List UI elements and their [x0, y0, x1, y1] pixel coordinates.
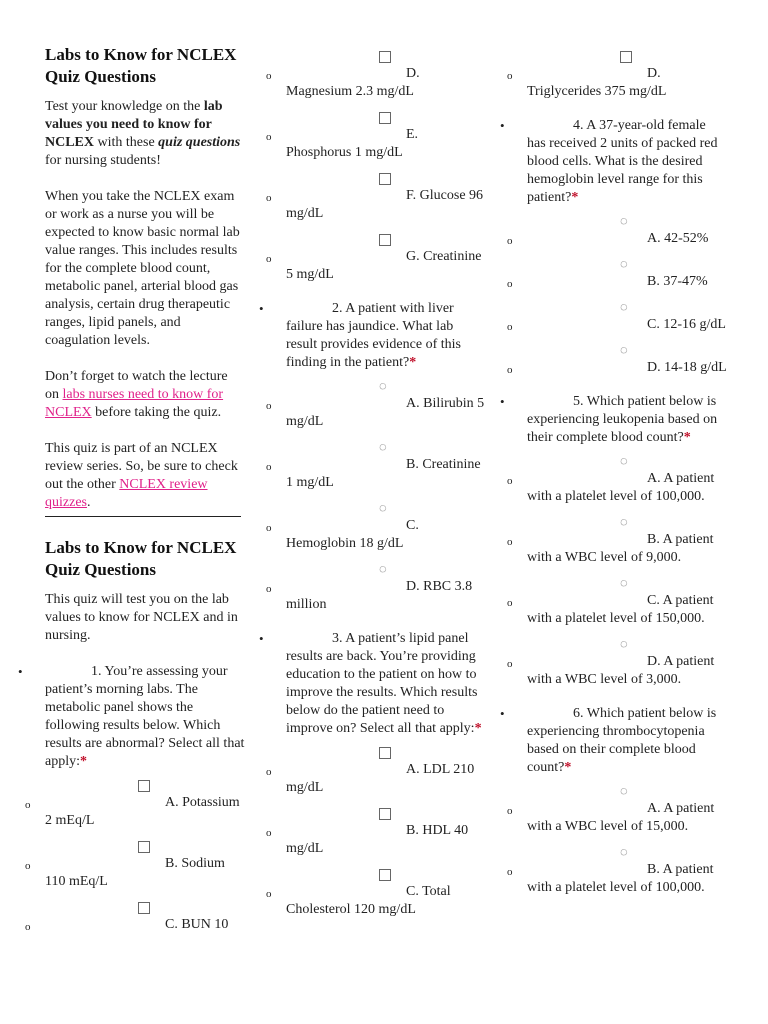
question-2: [259, 300, 486, 372]
option-label: D. Magnesium 2.3 mg/dL: [286, 66, 420, 99]
q6-option-a[interactable]: [507, 783, 727, 836]
radio-icon[interactable]: ◌: [620, 342, 628, 357]
option-label: A. Bilirubin 5 mg/dL: [286, 396, 485, 429]
checkbox-icon[interactable]: [620, 51, 632, 63]
option-label: D. RBC 3.8 million: [286, 579, 473, 612]
intro-paragraph-2: When you take the NCLEX exam or work as a nurse you will be expected to know basic normal lab value ranges. This includes results for the complete blood count, metabolic panel, arterial blood gas analysis, certain drug therapeutic ranges, lipid panels, and coagulation levels.: [45, 189, 240, 348]
option-label: A. A patient with a platelet level of 100,000.: [527, 471, 715, 504]
checkbox-icon[interactable]: [138, 902, 150, 914]
radio-icon[interactable]: ◌: [620, 514, 628, 529]
option-label: A. 42-52%: [647, 231, 709, 246]
sub-bullet-icon: o: [25, 799, 31, 811]
checkbox-icon[interactable]: [138, 780, 150, 792]
radio-icon[interactable]: ◌: [379, 378, 387, 393]
sub-bullet-icon: o: [507, 364, 513, 376]
q2-option-c[interactable]: [266, 500, 486, 553]
radio-icon[interactable]: ◌: [379, 561, 387, 576]
sub-bullet-icon: o: [266, 522, 272, 534]
option-label: C. A patient with a platelet level of 150,000.: [527, 593, 714, 626]
radio-icon[interactable]: ◌: [620, 783, 628, 798]
question-1-text: 1. You’re assessing your patient’s morning labs. The metabolic panel shows the following results below. Which results are abnormal? Select all that apply:: [45, 664, 245, 769]
sub-bullet-icon: o: [25, 921, 31, 933]
q3-option-b[interactable]: [266, 805, 486, 858]
q4-option-d[interactable]: [507, 342, 727, 377]
sub-bullet-icon: o: [266, 400, 272, 412]
q4-option-a[interactable]: [507, 213, 727, 248]
checkbox-icon[interactable]: [379, 173, 391, 185]
checkbox-icon[interactable]: [379, 808, 391, 820]
option-label: C. Total Cholesterol 120 mg/dL: [286, 884, 451, 917]
question-6: [500, 705, 727, 777]
option-label: D. 14-18 g/dL: [647, 360, 727, 375]
q2-option-a[interactable]: [266, 378, 486, 431]
q1-option-e[interactable]: [266, 109, 486, 162]
bullet-icon: •: [259, 301, 264, 316]
q5-option-a[interactable]: [507, 453, 727, 506]
sub-bullet-icon: o: [266, 253, 272, 265]
checkbox-icon[interactable]: [379, 51, 391, 63]
q4-option-c[interactable]: [507, 299, 727, 334]
intro-paragraph-1: Test your knowledge on the lab values you need to know for NCLEX with these quiz questions for nursing students!: [45, 99, 241, 168]
radio-icon[interactable]: ◌: [620, 213, 628, 228]
q1-option-b[interactable]: [25, 838, 245, 891]
quiz-title: Labs to Know for NCLEX Quiz Questions: [45, 538, 237, 579]
radio-icon[interactable]: ◌: [620, 256, 628, 271]
q2-option-d[interactable]: [266, 561, 486, 614]
checkbox-icon[interactable]: [379, 234, 391, 246]
radio-icon[interactable]: ◌: [620, 299, 628, 314]
radio-icon[interactable]: ◌: [620, 575, 628, 590]
section-divider: [45, 516, 241, 517]
checkbox-icon[interactable]: [379, 869, 391, 881]
option-label: F. Glucose 96 mg/dL: [286, 188, 484, 221]
question-2-text: 2. A patient with liver failure has jaundice. What lab result provides evidence of this finding in the patient?: [286, 301, 461, 370]
option-label: D. Triglycerides 375 mg/dL: [527, 66, 667, 99]
option-label: C. BUN 10: [165, 917, 229, 932]
option-label: B. Sodium 110 mEq/L: [45, 856, 225, 889]
bullet-icon: •: [18, 664, 23, 679]
sub-bullet-icon: o: [507, 321, 513, 333]
sub-bullet-icon: o: [266, 192, 272, 204]
checkbox-icon[interactable]: [379, 112, 391, 124]
option-label: B. Creatinine 1 mg/dL: [286, 457, 481, 490]
sub-bullet-icon: o: [507, 597, 513, 609]
review-quizzes-link[interactable]: NCLEX review quizzes: [45, 477, 208, 510]
required-marker: *: [409, 355, 417, 370]
intro-paragraph-3: Don’t forget to watch the lecture on labs nurses need to know for NCLEX before taking the quiz.: [45, 369, 228, 420]
option-label: C. Hemoglobin 18 g/dL: [286, 518, 419, 551]
sub-bullet-icon: o: [25, 860, 31, 872]
q3-option-d[interactable]: [507, 48, 727, 101]
q1-option-f[interactable]: [266, 170, 486, 223]
required-marker: *: [683, 430, 691, 445]
sub-bullet-icon: o: [266, 888, 272, 900]
option-label: D. A patient with a WBC level of 3,000.: [527, 654, 715, 687]
radio-icon[interactable]: ◌: [620, 636, 628, 651]
question-5-text: 5. Which patient below is experiencing leukopenia based on their complete blood count?: [527, 394, 718, 445]
sub-bullet-icon: o: [507, 235, 513, 247]
sub-bullet-icon: o: [266, 461, 272, 473]
q1-option-c[interactable]: [25, 899, 245, 934]
sub-bullet-icon: o: [266, 583, 272, 595]
option-label: C. 12-16 g/dL: [647, 317, 726, 332]
option-label: G. Creatinine 5 mg/dL: [286, 249, 482, 282]
sub-bullet-icon: o: [507, 475, 513, 487]
intro-title: Labs to Know for NCLEX Quiz Questions: [45, 45, 237, 86]
option-label: A. A patient with a WBC level of 15,000.: [527, 801, 715, 834]
column-2: [259, 48, 486, 919]
question-6-text: 6. Which patient below is experiencing thrombocytopenia based on their complete blood count?: [527, 706, 717, 775]
sub-bullet-icon: o: [507, 805, 513, 817]
required-marker: *: [474, 721, 482, 736]
q1-option-g[interactable]: [266, 231, 486, 284]
option-label: B. A patient with a WBC level of 9,000.: [527, 532, 714, 565]
q1-option-a[interactable]: [25, 777, 245, 830]
column-1: [18, 44, 245, 934]
sub-bullet-icon: o: [266, 70, 272, 82]
sub-bullet-icon: o: [507, 70, 513, 82]
checkbox-icon[interactable]: [138, 841, 150, 853]
option-label: B. HDL 40 mg/dL: [286, 823, 469, 856]
bullet-icon: •: [259, 631, 264, 646]
required-marker: *: [564, 760, 572, 775]
radio-icon[interactable]: ◌: [620, 453, 628, 468]
question-4: [500, 117, 727, 207]
lecture-link[interactable]: labs nurses need to know for NCLEX: [45, 387, 224, 420]
bullet-icon: •: [500, 394, 505, 409]
required-marker: *: [571, 190, 579, 205]
sub-bullet-icon: o: [266, 766, 272, 778]
q4-option-b[interactable]: [507, 256, 727, 291]
radio-icon[interactable]: ◌: [620, 844, 628, 859]
required-marker: *: [80, 754, 87, 769]
option-label: B. 37-47%: [647, 274, 708, 289]
question-5: [500, 393, 727, 447]
option-label: E. Phosphorus 1 mg/dL: [286, 127, 419, 160]
radio-icon[interactable]: ◌: [379, 500, 387, 515]
question-3-text: 3. A patient’s lipid panel results are back. You’re providing education to the patient on how to improve the results. Which results below do the patient need to improve on? Select all that apply:: [286, 631, 478, 736]
sub-bullet-icon: o: [507, 536, 513, 548]
column-3: [500, 48, 727, 897]
quiz-description: This quiz will test you on the lab values to know for NCLEX and in nursing.: [45, 592, 238, 643]
q5-option-c[interactable]: [507, 575, 727, 628]
q3-option-c[interactable]: [266, 866, 486, 919]
sub-bullet-icon: o: [266, 131, 272, 143]
option-label: B. A patient with a platelet level of 100,000.: [527, 862, 714, 895]
sub-bullet-icon: o: [507, 278, 513, 290]
q3-option-a[interactable]: [266, 744, 486, 797]
sub-bullet-icon: o: [266, 827, 272, 839]
option-label: A. LDL 210 mg/dL: [286, 762, 475, 795]
sub-bullet-icon: o: [507, 866, 513, 878]
bullet-icon: •: [500, 706, 505, 721]
q1-option-d[interactable]: [266, 48, 486, 101]
option-label: A. Potassium 2 mEq/L: [45, 795, 240, 828]
question-1: [18, 663, 245, 771]
question-4-text: 4. A 37-year-old female has received 2 units of packed red blood cells. What is the desired hemoglobin level range for this patient?: [527, 118, 718, 205]
q5-option-d[interactable]: [507, 636, 727, 689]
sub-bullet-icon: o: [507, 658, 513, 670]
question-3: [259, 630, 486, 738]
q5-option-b[interactable]: [507, 514, 727, 567]
intro-paragraph-4: This quiz is part of an NCLEX review series. So, be sure to check out the other NCLEX review quizzes.: [45, 441, 238, 510]
q6-option-b[interactable]: [507, 844, 727, 897]
radio-icon[interactable]: ◌: [379, 439, 387, 454]
bullet-icon: •: [500, 118, 505, 133]
checkbox-icon[interactable]: [379, 747, 391, 759]
q2-option-b[interactable]: [266, 439, 486, 492]
